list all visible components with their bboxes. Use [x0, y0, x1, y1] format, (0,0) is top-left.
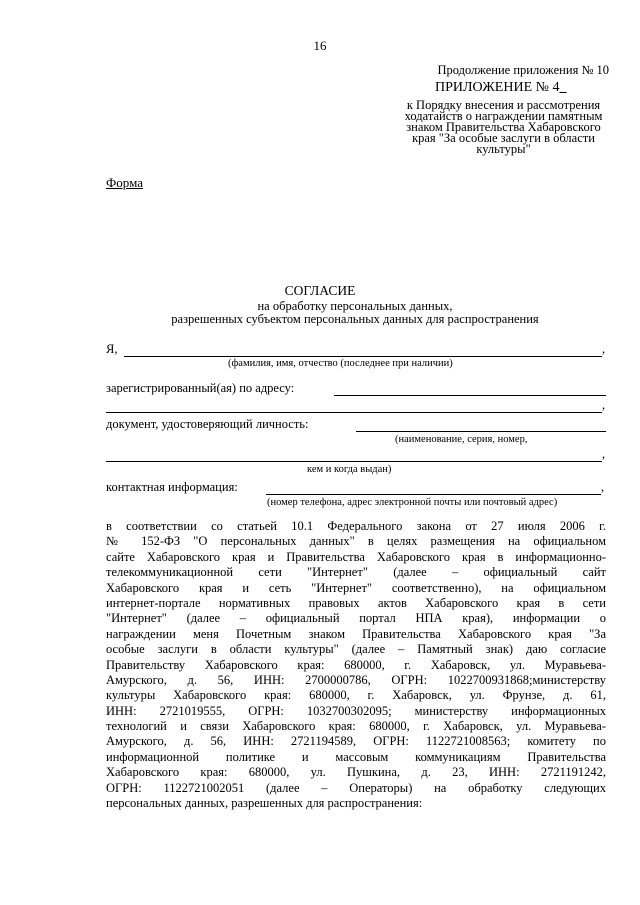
- contact-input-line[interactable]: [266, 494, 601, 495]
- body-line: персональных данных, разрешенных для распространения:: [106, 796, 423, 811]
- consent-body-text: [106, 519, 606, 811]
- document-subtitle: [120, 300, 590, 326]
- body-line: в соответствии со статьей 10.1 Федерального закона от 27 июля 2006 г.: [106, 519, 606, 533]
- body-line: интернет-портале нормативных правовых актов Хабаровского края в сети: [106, 595, 606, 610]
- address-label: зарегистрированный(ая) по адресу:: [106, 381, 295, 395]
- body-line: Амурского, д. 56, ИНН: 2700000786, ОГРН: 1022700931868;министерству: [106, 672, 606, 687]
- body-line: технологий и связи Хабаровского края: 680000, г. Хабаровск, ул. Муравьева-: [106, 719, 606, 734]
- body-line: Правительству Хабаровского края: 680000, г. Хабаровск, ул. Муравьева-: [106, 657, 606, 672]
- body-line: № 152-ФЗ "О персональных данных" в целях размещения на официальном: [106, 534, 606, 549]
- id-doc-label: документ, удостоверяющий личность:: [106, 417, 309, 431]
- id-doc-comma: ,: [602, 447, 606, 461]
- appendix-title: [435, 80, 567, 96]
- subtitle-line: на обработку персональных данных,: [257, 299, 453, 313]
- body-line: Амурского, д. 56, ИНН: 2721194589, ОГРН: 1122721008563; комитету по: [106, 734, 606, 749]
- id-doc-hint: (наименование, серия, номер,: [395, 434, 528, 445]
- id-doc-input-line[interactable]: [356, 431, 606, 432]
- body-line: "Интернет" (далее – официальный портал НПА края), информации о: [106, 611, 606, 626]
- continuation-note: Продолжение приложения № 10: [437, 63, 609, 77]
- contact-comma: ,: [601, 480, 605, 494]
- appendix-desc-line: знаком Правительства Хабаровского: [406, 120, 601, 134]
- form-label: Форма: [106, 175, 143, 190]
- body-line: ИНН: 2721019555, ОГРН: 1032700302095; министерству информационных: [106, 703, 606, 718]
- body-line: телекоммуникационной сети "Интернет" (далее – официальный сайт: [106, 565, 606, 580]
- body-line: сайте Хабаровского края и Правительства Хабаровского края в информационно-: [106, 549, 606, 564]
- fio-hint: (фамилия, имя, отчество (последнее при наличии): [228, 358, 453, 369]
- document-title: СОГЛАСИЕ: [284, 283, 356, 298]
- address-comma: ,: [602, 398, 606, 412]
- address-input-line[interactable]: [334, 395, 606, 396]
- appendix-title-text: ПРИЛОЖЕНИЕ № 4: [435, 80, 560, 95]
- appendix-underscore: _: [559, 80, 567, 95]
- body-line: Хабаровского края и сеть "Интернет" соответственно), на официальном: [106, 580, 606, 595]
- id-doc-input-line-2[interactable]: [106, 461, 602, 462]
- id-doc-hint-2: кем и когда выдан): [307, 464, 392, 475]
- appendix-desc-line: к Порядку внесения и рассмотрения: [406, 98, 601, 112]
- contact-label: контактная информация:: [106, 480, 238, 494]
- appendix-description: [385, 100, 622, 155]
- body-line: культуры Хабаровского края: 680000, г. Хабаровск, ул. Фрунзе, д. 61,: [106, 688, 606, 703]
- body-line: особые заслуги в области культуры" (далее – Памятный знак) даю согласие: [106, 642, 606, 657]
- fio-comma: ,: [602, 342, 606, 356]
- body-line: информационной политике и массовым коммуникациям Правительства: [106, 749, 606, 764]
- page-number: 16: [313, 38, 327, 53]
- contact-hint: (номер телефона, адрес электронной почты или почтовый адрес): [267, 497, 558, 508]
- appendix-desc-line: культуры": [476, 142, 531, 156]
- body-line: награждении меня Почетным знаком Правительства Хабаровского края "За: [106, 626, 606, 641]
- subtitle-line: разрешенных субъектом персональных данных для распространения: [171, 312, 539, 326]
- appendix-desc-line: края "За особые заслуги в области: [412, 131, 595, 145]
- ya-label: Я,: [106, 342, 118, 356]
- body-line: Хабаровского края: 680000, ул. Пушкина, д. 23, ИНН: 2721191242,: [106, 765, 606, 780]
- fio-input-line[interactable]: [124, 356, 602, 357]
- appendix-desc-line: ходатайств о награждении памятным: [404, 109, 603, 123]
- body-line: ОГРН: 1122721002051 (далее – Операторы) на обработку следующих: [106, 780, 606, 795]
- address-input-line-2[interactable]: [106, 412, 602, 413]
